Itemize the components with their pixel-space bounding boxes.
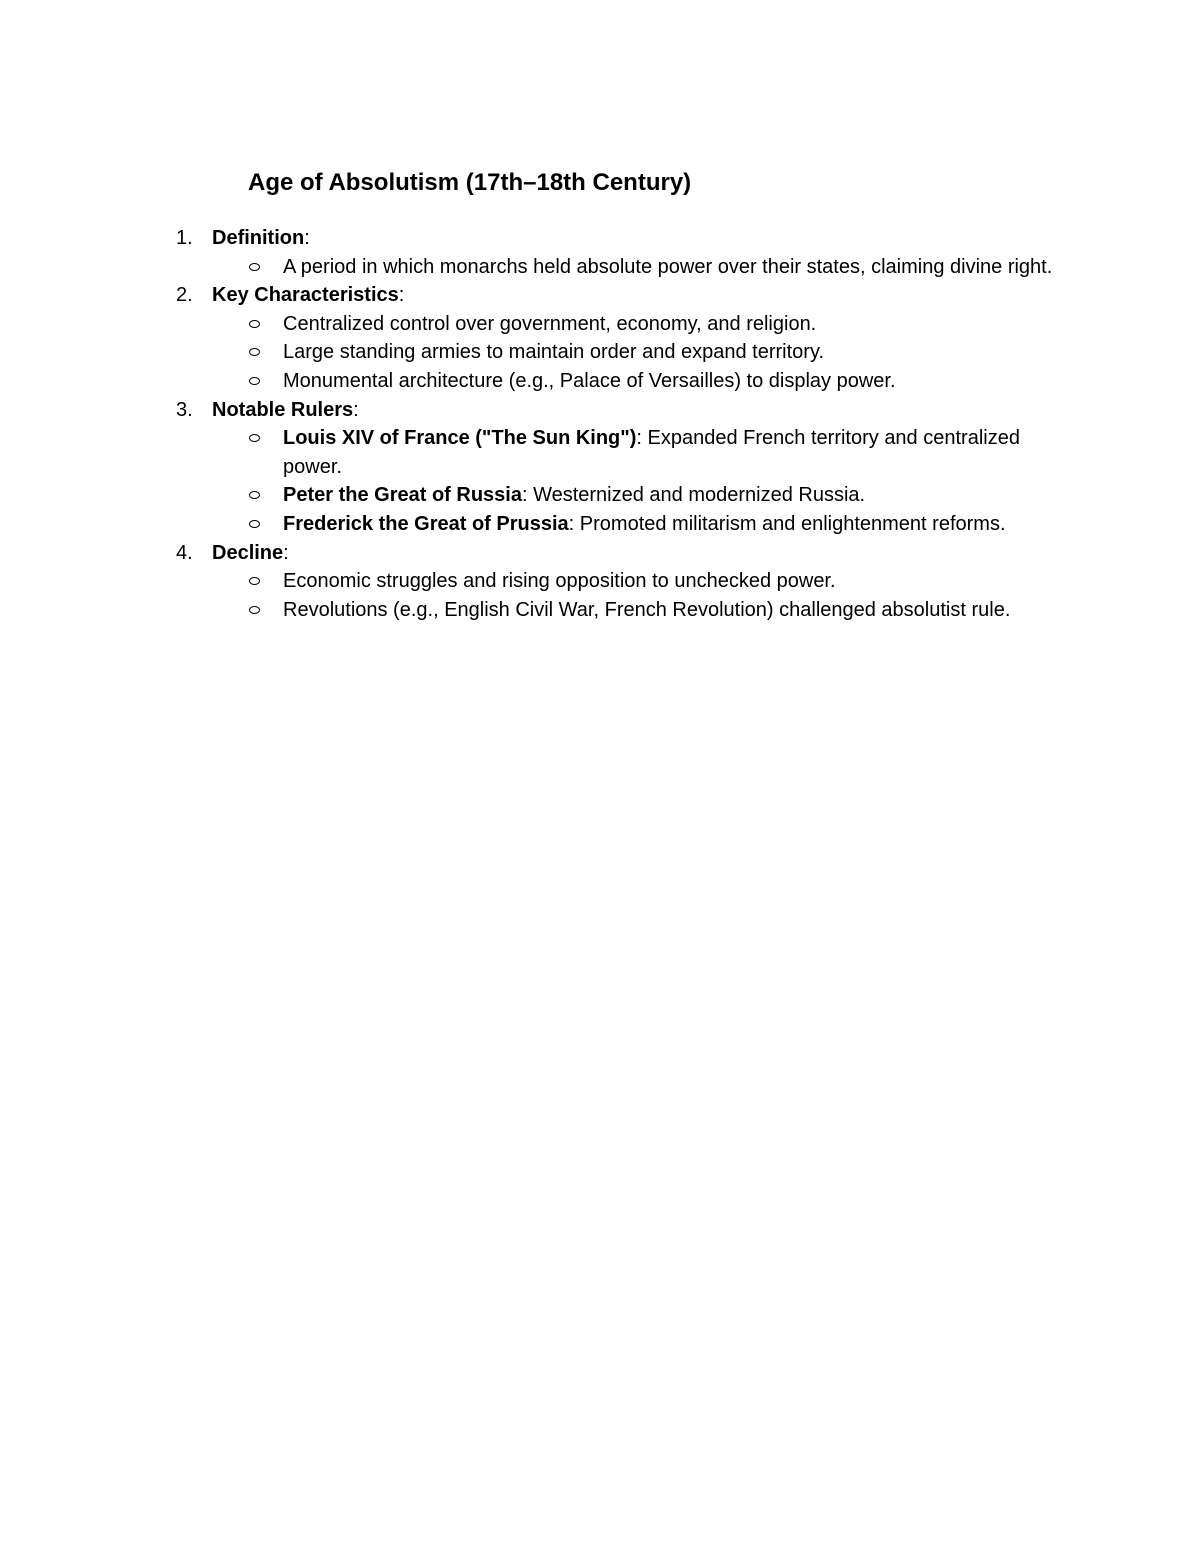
outline-list [0,224,1200,624]
hollow-circle-bullet-icon [249,348,260,356]
section-name: Definition [212,227,305,249]
point-text: Revolutions (e.g., English Civil War, French Revolution) challenged absolutist rule. [283,598,1011,621]
section-key-characteristics [0,281,1200,395]
section-colon: : [304,227,310,249]
point-text: Economic struggles and rising opposition to unchecked power. [283,570,836,593]
hollow-circle-bullet-icon [249,263,260,271]
hollow-circle-bullet-icon [249,434,260,442]
section-name: Decline [212,541,284,564]
section-heading [0,396,1200,425]
point-text: : Westernized and modernized Russia. [521,484,866,507]
section-number: 2. [176,284,193,307]
list-item [0,596,1063,625]
page-title: Age of Absolutism (17th–18th Century) [248,169,692,196]
ruler-name: Peter the Great of Russia [283,484,522,507]
section-colon: : [283,541,289,564]
ruler-name: Louis XIV of France ("The Sun King") [283,427,637,450]
hollow-circle-bullet-icon [249,606,260,614]
hollow-circle-bullet-icon [249,320,260,328]
point-list [0,567,1200,624]
ruler-name: Frederick the Great of Prussia [283,512,569,535]
point-text: A period in which monarchs held absolute power over their states, claiming divine right. [283,255,1053,278]
point-list [0,310,1200,396]
section-name: Notable Rulers [212,398,354,421]
point-list [0,424,1200,538]
section-number: 4. [176,541,193,564]
section-number: 3. [176,398,193,421]
hollow-circle-bullet-icon [249,520,260,528]
list-item [0,310,1063,339]
list-item [0,510,1063,539]
section-number: 1. [176,227,193,249]
section-notable-rulers [0,396,1200,539]
hollow-circle-bullet-icon [249,491,260,499]
section-colon: : [353,398,359,421]
section-name: Key Characteristics [212,284,399,307]
point-text: Monumental architecture (e.g., Palace of Versailles) to display power. [283,369,896,392]
section-decline [0,539,1200,625]
section-heading [0,539,1200,568]
list-item [0,424,1063,481]
list-item [0,338,1063,367]
point-text: Large standing armies to maintain order and expand territory. [283,341,825,364]
point-text: : Promoted militarism and enlightenment reforms. [568,512,1006,535]
hollow-circle-bullet-icon [249,577,260,585]
point-text: : Expanded French territory and centralized power. [283,427,1020,478]
section-heading [0,224,1200,253]
point-text: Centralized control over government, economy, and religion. [283,312,817,335]
list-item [0,567,1063,596]
section-definition [0,224,1200,281]
section-heading [0,281,1200,310]
section-colon: : [398,284,405,307]
list-item [0,367,1063,396]
point-list [0,253,1200,282]
hollow-circle-bullet-icon [249,377,260,385]
list-item [0,253,1063,282]
list-item [0,481,1063,510]
